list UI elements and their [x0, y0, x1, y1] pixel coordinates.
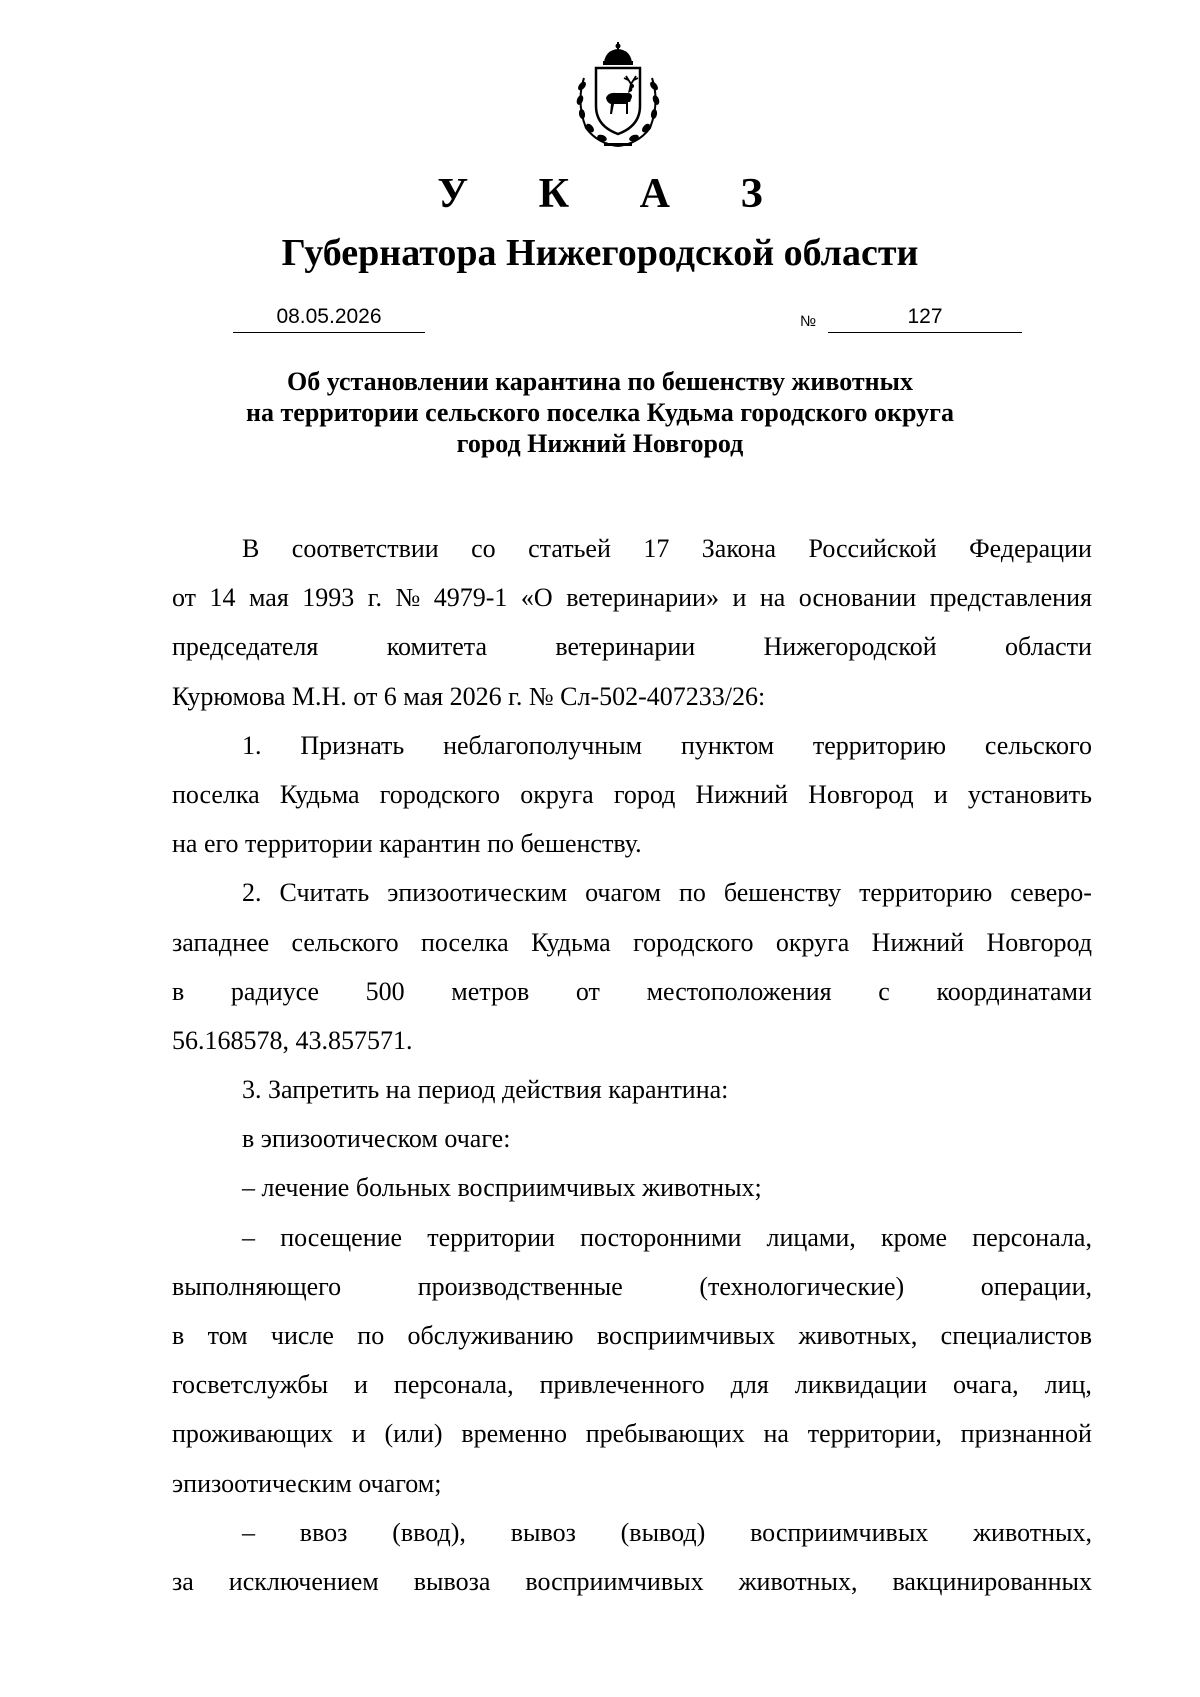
- body-word: временно: [461, 1419, 567, 1449]
- body-word: Нижний: [871, 927, 965, 957]
- body-word: округа: [775, 927, 850, 957]
- title-line: город Нижний Новгород: [456, 429, 744, 458]
- body-line: [172, 1409, 1092, 1458]
- body-line: [172, 770, 1092, 819]
- body-word: 17: [643, 534, 670, 563]
- body-word: исключением: [228, 1566, 379, 1596]
- coat-of-arms-icon: [570, 40, 666, 152]
- body-line: [172, 1262, 1092, 1311]
- title-line: на территории сельского поселка Кудьма городского округа: [246, 398, 954, 427]
- issuing-authority: Губернатора Нижегородской области: [281, 232, 919, 274]
- body-word: –: [242, 1222, 255, 1252]
- body-word: персонала,: [393, 1370, 514, 1400]
- body-line: [172, 868, 1092, 917]
- body-word: Кудьма: [531, 927, 611, 957]
- body-line: [172, 1311, 1092, 1360]
- body-word: специалистов: [940, 1321, 1092, 1350]
- body-word: и: [732, 583, 747, 613]
- body-word: восприимчивых: [750, 1517, 929, 1547]
- body-word: ветеринарии»: [566, 583, 719, 613]
- body-line: [172, 967, 1092, 1016]
- body-word: восприимчивых: [596, 1321, 776, 1350]
- body-word: кроме: [880, 1222, 948, 1252]
- document-body: [172, 524, 1092, 1606]
- body-word: 1.: [242, 730, 262, 760]
- body-word: сельского: [291, 927, 399, 957]
- body-word: лиц,: [1044, 1370, 1092, 1400]
- body-line: 3. Запретить на период действия карантина:: [242, 1075, 729, 1105]
- body-word: лицами,: [766, 1222, 856, 1252]
- body-word: В: [242, 534, 260, 563]
- body-word: и: [354, 1370, 368, 1400]
- body-word: 14: [209, 583, 236, 613]
- body-word: (вывод): [620, 1517, 706, 1547]
- body-word: животных,: [738, 1566, 858, 1596]
- body-word: Считать: [279, 878, 370, 908]
- body-word: том: [207, 1321, 248, 1350]
- body-word: эпизоотическим: [387, 878, 568, 908]
- body-word: Федерации: [969, 534, 1092, 563]
- body-word: 2.: [242, 878, 262, 908]
- body-word: по: [678, 878, 706, 908]
- body-word: поселка: [420, 927, 509, 957]
- body-line: [172, 524, 1092, 573]
- body-word: выполняющего: [172, 1271, 342, 1301]
- body-word: восприимчивых: [525, 1566, 704, 1596]
- body-line: [172, 1213, 1092, 1262]
- body-line: 56.168578, 43.857571.: [172, 1025, 413, 1055]
- body-word: (или): [384, 1419, 443, 1449]
- body-word: (ввод),: [392, 1517, 466, 1547]
- body-word: Новгород: [986, 927, 1092, 957]
- body-word: вакцинированных: [892, 1566, 1092, 1596]
- body-word: на: [763, 1419, 789, 1449]
- body-word: метров: [451, 976, 530, 1006]
- body-word: западнее: [172, 927, 270, 957]
- number-label: №: [800, 313, 817, 330]
- body-word: представления: [929, 583, 1092, 613]
- body-word: посторонними: [580, 1222, 742, 1252]
- body-word: очага,: [952, 1370, 1019, 1400]
- body-word: статьей: [528, 534, 611, 563]
- decree-date: 08.05.2026: [233, 303, 425, 333]
- body-word: Российской: [808, 534, 937, 563]
- body-word: вывоз: [510, 1517, 576, 1547]
- body-word: в: [172, 1321, 185, 1350]
- body-line: Курюмова М.Н. от 6 мая 2026 г. № Сл-502-407233/26:: [172, 681, 766, 711]
- body-line: эпизоотическим очагом;: [172, 1468, 442, 1498]
- body-line: [172, 918, 1092, 967]
- body-word: установить: [967, 779, 1092, 809]
- body-line: [172, 573, 1092, 622]
- body-word: северо-: [1010, 878, 1092, 908]
- body-word: г.: [367, 583, 382, 613]
- body-word: пунктом: [680, 730, 775, 760]
- body-word: координатами: [936, 976, 1092, 1006]
- body-word: территорию: [859, 878, 993, 908]
- decree-heading: У К А З: [437, 171, 793, 217]
- body-word: Нижний: [695, 779, 788, 809]
- body-word: –: [242, 1517, 255, 1547]
- body-word: 500: [365, 976, 405, 1006]
- body-word: для: [730, 1370, 769, 1400]
- body-word: комитета: [386, 632, 488, 662]
- body-word: №: [395, 583, 421, 613]
- body-word: Нижегородской: [763, 632, 937, 662]
- decree-number: 127: [828, 303, 1022, 333]
- body-line: [172, 721, 1092, 770]
- body-line: [172, 1557, 1092, 1606]
- body-word: председателя: [172, 632, 319, 662]
- body-word: территории: [427, 1222, 555, 1252]
- body-word: числе: [270, 1321, 334, 1350]
- body-word: по: [357, 1321, 385, 1350]
- body-word: Признать: [300, 730, 405, 760]
- body-line: [172, 622, 1092, 671]
- body-word: территорию: [812, 730, 947, 760]
- body-word: сельского: [984, 730, 1092, 760]
- body-word: ликвидации: [794, 1370, 928, 1400]
- body-word: от: [172, 583, 197, 613]
- body-word: Закона: [701, 534, 777, 563]
- body-word: и: [933, 779, 948, 809]
- body-word: радиусе: [230, 976, 320, 1006]
- body-word: с: [878, 976, 890, 1006]
- body-word: территории,: [807, 1419, 942, 1449]
- body-word: неблагополучным: [443, 730, 643, 760]
- body-word: привлеченного: [539, 1370, 705, 1400]
- body-word: основании: [798, 583, 917, 613]
- body-word: пребывающих: [585, 1419, 745, 1449]
- body-word: признанной: [960, 1419, 1092, 1449]
- body-word: за: [172, 1566, 194, 1596]
- body-word: вывоза: [413, 1566, 491, 1596]
- body-word: «О: [520, 583, 553, 613]
- body-word: обслуживанию: [407, 1321, 574, 1350]
- body-word: персонала,: [972, 1222, 1092, 1252]
- body-word: производственные: [417, 1271, 623, 1301]
- document-title: [0, 366, 1200, 459]
- body-word: операции,: [980, 1271, 1092, 1301]
- body-word: ветеринарии: [555, 632, 696, 662]
- body-line: [172, 1508, 1092, 1557]
- body-line: – лечение больных восприимчивых животных;: [242, 1173, 762, 1203]
- body-word: от: [575, 976, 600, 1006]
- body-word: на: [759, 583, 786, 613]
- body-word: посещение: [280, 1222, 403, 1252]
- body-word: проживающих: [172, 1419, 333, 1449]
- body-word: (технологические): [699, 1271, 905, 1301]
- body-word: поселка: [172, 779, 260, 809]
- body-word: госветслужбы: [172, 1370, 329, 1400]
- body-word: городского: [379, 779, 501, 809]
- body-word: Новгород: [808, 779, 914, 809]
- body-line: на его территории карантин по бешенству.: [172, 829, 642, 859]
- body-word: и: [351, 1419, 366, 1449]
- body-word: животных,: [798, 1321, 918, 1350]
- body-word: местоположения: [646, 976, 832, 1006]
- body-word: 1993: [302, 583, 355, 613]
- body-word: городского: [633, 927, 754, 957]
- body-word: мая: [249, 583, 289, 613]
- body-line: [172, 1360, 1092, 1409]
- body-word: животных,: [973, 1517, 1092, 1547]
- body-word: округа: [520, 779, 594, 809]
- title-line: Об установлении карантина по бешенству животных: [287, 367, 913, 396]
- body-word: области: [1005, 632, 1092, 662]
- body-word: соответствии: [291, 534, 439, 563]
- body-word: очагом: [585, 878, 661, 908]
- body-word: ввоз: [299, 1517, 348, 1547]
- body-word: в: [172, 976, 185, 1006]
- body-word: Кудьма: [279, 779, 360, 809]
- body-word: бешенству: [723, 878, 842, 908]
- body-line: в эпизоотическом очаге:: [242, 1124, 511, 1154]
- body-word: город: [613, 779, 676, 809]
- body-word: со: [471, 534, 496, 563]
- body-word: 4979-1: [433, 583, 508, 613]
